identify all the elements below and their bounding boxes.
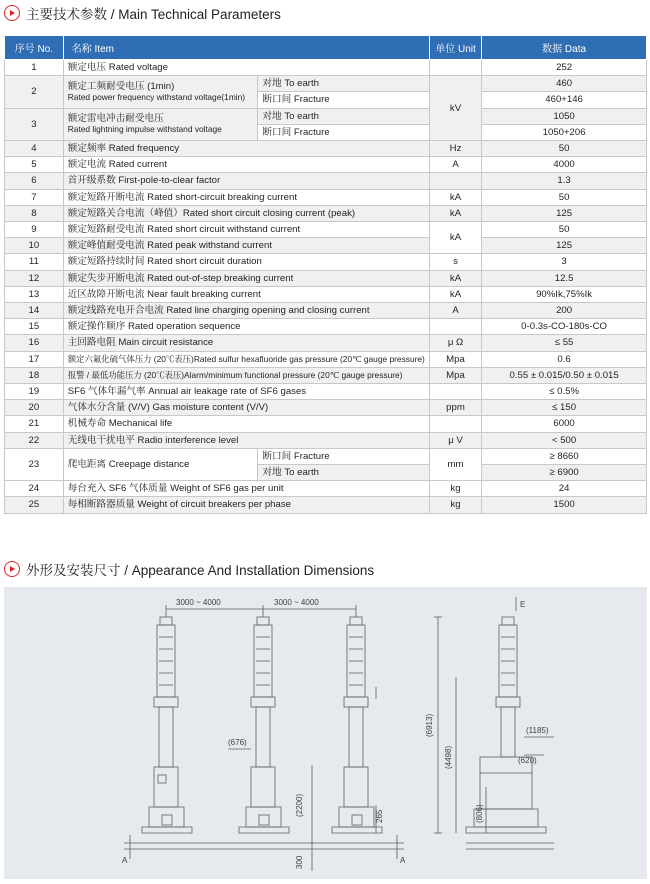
dim-620: (620) xyxy=(518,756,537,765)
table-row: 9 额定短路耐受电流 Rated short circuit withstand current kA 50 xyxy=(5,222,647,238)
table-row: 25 每相断路器质量 Weight of circuit breakers per phase kg 1500 xyxy=(5,497,647,513)
table-row: 15 额定操作顺序 Rated operation sequence 0-0.3s-CO-180s-CO xyxy=(5,319,647,335)
table-row: 17 额定六氟化硫气体压力 (20℃表压)Rated sulfur hexafluoride gas pressure (20℃ gauge pressure) Mpa 0.6 xyxy=(5,351,647,367)
dim-6913: (6913) xyxy=(425,713,434,737)
section-title: 主要技术参数 / Main Technical Parameters xyxy=(26,7,281,22)
dim-300: 300 xyxy=(295,855,304,869)
table-row: 断口间 Fracture 460+146 xyxy=(5,92,647,108)
dim-left-spacing: 3000 ~ 4000 xyxy=(176,598,221,607)
table-row: 11 额定短路持续时间 Rated short circuit duration s 3 xyxy=(5,254,647,270)
table-row: 6 首开级系数 First-pole-to-clear factor 1.3 xyxy=(5,173,647,189)
header-unit: 单位 Unit xyxy=(429,36,481,60)
table-row: 19 SF6 气体年漏气率 Annual air leakage rate of SF6 gases ≤ 0.5% xyxy=(5,384,647,400)
dim-4498: (4498) xyxy=(444,745,453,769)
table-row: 2 额定工频耐受电压 (1min) Rated power frequency withstand voltage(1min) 对地 To earth kV 460 xyxy=(5,76,647,92)
dim-676: (676) xyxy=(228,738,247,747)
dim-806: (806) xyxy=(475,804,484,823)
dim-2200: (2200) xyxy=(295,793,304,817)
table-row: 20 气体水分含量 (V/V) Gas moisture content (V/V) ppm ≤ 150 xyxy=(5,400,647,416)
unit-kv: kV xyxy=(429,76,481,141)
label-a-left: A xyxy=(122,856,128,865)
table-row: 18 报警 / 最低功能压力 (20℃表压)Alarm/minimum functional pressure (20℃ gauge pressure) Mpa 0.55 ± 0.015/0.50 ± 0.015 xyxy=(5,367,647,383)
breaker-pole-3 xyxy=(332,617,382,833)
installation-drawing-svg xyxy=(4,587,647,879)
dim-right-spacing: 3000 ~ 4000 xyxy=(274,598,319,607)
parameters-table xyxy=(4,35,647,514)
table-row: 对地 To earth ≥ 6900 xyxy=(5,465,647,481)
table-row: 1 额定电压 Rated voltage 252 xyxy=(5,60,647,76)
table-row: 14 额定线路充电开合电流 Rated line charging opening and closing current A 200 xyxy=(5,303,647,319)
table-row: 16 主回路电阻 Main circuit resistance μ Ω ≤ 55 xyxy=(5,335,647,351)
header-data: 数据 Data xyxy=(482,36,647,60)
table-row: 8 额定短路关合电流（峰值）Rated short circuit closing current (peak) kA 125 xyxy=(5,205,647,221)
dim-265: 265 xyxy=(375,809,384,823)
breaker-pole-1 xyxy=(142,617,192,833)
table-row: 23 爬电距离 Creepage distance 断口间 Fracture mm ≥ 8660 xyxy=(5,448,647,464)
unit-ka-shared: kA xyxy=(429,222,481,254)
table-row: 5 额定电流 Rated current A 4000 xyxy=(5,157,647,173)
label-a-right: A xyxy=(400,856,406,865)
play-icon xyxy=(4,561,20,577)
table-row: 10 额定峰值耐受电流 Rated peak withstand current 125 xyxy=(5,238,647,254)
dimension-drawing xyxy=(4,587,647,879)
section-title: 外形及安装尺寸 / Appearance And Installation Dimensions xyxy=(26,563,375,578)
table-row: 4 额定频率 Rated frequency Hz 50 xyxy=(5,141,647,157)
table-row: 7 额定短路开断电流 Rated short-circuit breaking current kA 50 xyxy=(5,189,647,205)
table-row: 24 每台充入 SF6 气体质量 Weight of SF6 gas per unit kg 24 xyxy=(5,481,647,497)
header-no: 序号 No. xyxy=(5,36,64,60)
breaker-side-view xyxy=(466,617,546,833)
table-row: 12 额定失步开断电流 Rated out-of-step breaking current kA 12.5 xyxy=(5,270,647,286)
breaker-pole-2 xyxy=(239,617,289,833)
table-row: 3 额定雷电冲击耐受电压 Rated lightning impulse withstand voltage 对地 To earth 1050 xyxy=(5,108,647,124)
table-row: 断口间 Fracture 1050+206 xyxy=(5,124,647,140)
table-header-row xyxy=(5,36,647,60)
label-e: E xyxy=(520,600,526,609)
play-icon xyxy=(4,5,20,21)
table-row: 22 无线电干扰电平 Radio interference level μ V < 500 xyxy=(5,432,647,448)
dim-1185: (1185) xyxy=(526,726,549,735)
header-item: 名称 Item xyxy=(63,36,429,60)
table-row: 21 机械寿命 Mechanical life 6000 xyxy=(5,416,647,432)
section-header-parameters xyxy=(4,2,281,24)
section-header-dimensions xyxy=(4,558,374,580)
table-row: 13 近区故障开断电流 Near fault breaking current kA 90%Ik,75%Ik xyxy=(5,286,647,302)
